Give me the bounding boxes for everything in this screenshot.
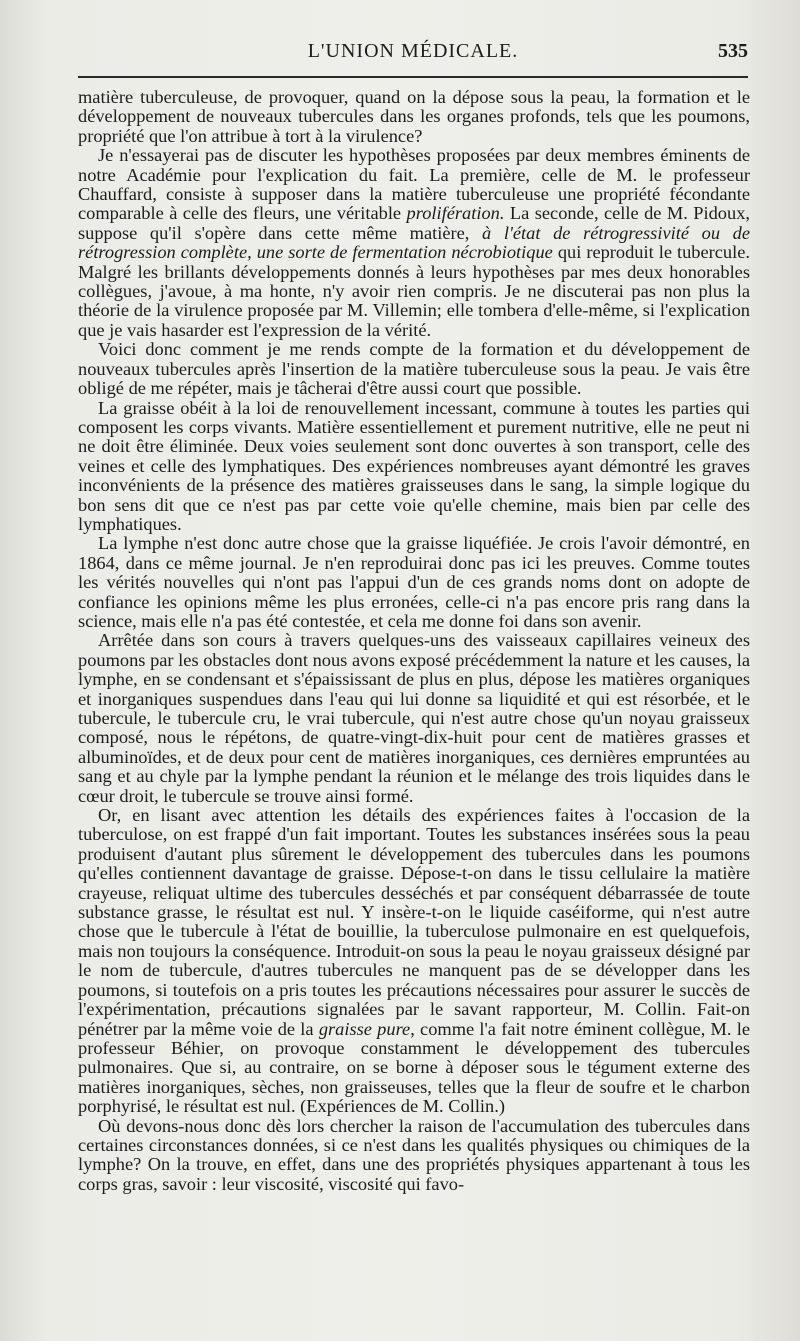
- italic-term: graisse pure: [318, 1018, 411, 1039]
- paragraph-graisse: [78, 399, 750, 535]
- paragraph-hypotheses: [78, 146, 750, 340]
- italic-term: prolifération.: [406, 203, 505, 224]
- header-rule: [78, 76, 748, 78]
- paragraph-viscosite: [78, 1117, 750, 1195]
- paragraph-text: La seconde, celle de M. Pidoux, suppose qu'il s'opère dans cette même matière,: [78, 203, 750, 243]
- running-header: [78, 40, 748, 70]
- paragraph-text: La graisse obéit à la loi de renouvellement incessant, commune à toutes les parties qui composent les corps vivants. Matière essentiellement et purement nutritive, elle ne peut ni ne doit être éliminée. Deux voies seulement sont donc ouvertes à son transport, celle des veines et celle des lymphatiques. Des expériences nombreuses ayant démontré les graves inconvénients de la présence des matières graisseuses dans le sang, la simple logique du bon sens dit que ce n'est pas par cette voie qu'elle chemine, mais bien par celle des lymphatiques.: [78, 397, 750, 534]
- paragraph-lymphe: [78, 534, 750, 631]
- paragraph-text: matière tuberculeuse, de provoquer, quand on la dépose sous la peau, la formation et le développement de nouveaux tubercules dans les organes profonds, tels que les poumons, propriété que l'on attribue à tort à la virulence?: [78, 87, 750, 146]
- italic-phrase: à l'état de rétrogressivité ou de rétrogression complète, une sorte de fermentation nécrobiotique: [78, 222, 750, 263]
- paragraph-continuation: [78, 88, 750, 146]
- paragraph-text: Où devons-nous donc dès lors chercher la raison de l'accumulation des tubercules dans certaines circonstances données, si ce n'est dans les qualités physiques ou chimiques de la lymphe? On la trouve, en effet, dans une des propriétés physiques appartenant à tous les corps gras, savoir : leur viscosité, viscosité qui favo-: [78, 1115, 750, 1194]
- page-number: 535: [718, 40, 748, 62]
- article-body: [78, 88, 750, 1194]
- paragraph-text: qui reproduit le tubercule. Malgré les brillants développements donnés à leurs hypothèses par mes deux honorables collègues, j'avoue, à ma honte, n'y avoir rien compris. Je ne discuterai pas non plus la théorie de la virulence proposée par M. Villemin; elle tombera d'elle-même, si l'explication que je vais hasarder est l'expression de la vérité.: [78, 242, 750, 340]
- paragraph-text: , comme l'a fait notre éminent collègue, M. le professeur Béhier, on provoque constamment le développement des tubercules pulmonaires. Que si, au contraire, on se borne à déposer sous le tégument externe des matières inorganiques, sèches, non graisseuses, telles que la fleur de soufre et le charbon porphyrisé, le résultat est nul. (Expériences de M. Collin.): [78, 1018, 750, 1117]
- journal-title: L'UNION MÉDICALE.: [307, 40, 519, 62]
- paragraph-text: Je n'essayerai pas de discuter les hypothèses proposées par deux membres éminents de notre Académie pour l'explication du fait. La première, celle de M. le professeur Chauffard, consiste à supposer dans la matière tuberculeuse une propriété fécondante comparable à celle des fleurs, une véritable: [78, 145, 750, 224]
- paragraph-explanation: [78, 340, 750, 398]
- paragraph-text: La lymphe n'est donc autre chose que la graisse liquéfiée. Je crois l'avoir démontré, en 1864, dans ce même journal. Je n'en reproduirai donc pas ici les preuves. Comme toutes les vérités nouvelles qui n'ont pas l'appui d'un de ces grands noms dont on adopte de confiance les opinions même les plus erronées, celle-ci n'a pas encore pris rang dans la science, mais elle n'a pas été contestée, et cela me donne foi dans son avenir.: [78, 533, 750, 631]
- paragraph-tubercule-formation: [78, 631, 750, 806]
- paragraph-text: Arrêtée dans son cours à travers quelques-uns des vaisseaux capillaires veineux des poumons par les obstacles dont nous avons exposé précédemment la nature et les causes, la lymphe, en se condensant et s'épaississant de plus en plus, dépose les matières organiques et inorganiques suspendues dans l'eau qui lui donne sa liquidité et qui est résorbée, et le tubercule, le tubercule cru, le vrai tubercule, qui n'est autre chose qu'un noyau graisseux composé, nous le répétons, de quatre-vingt-dix-huit pour cent de matières grasses et albuminoïdes, et de deux pour cent de matières inorganiques, ces dernières empruntées au sang et au chyle par la lymphe pendant la réunion et le mélange des trois liquides dans le cœur droit, le tubercule se trouve ainsi formé.: [78, 630, 750, 806]
- paragraph-experiences: [78, 806, 750, 1117]
- paragraph-text: Voici donc comment je me rends compte de la formation et du développement de nouveaux tubercules après l'insertion de la matière tuberculeuse sous la peau. Je vais être obligé de me répéter, mais je tâcherai d'être aussi court que possible.: [78, 339, 750, 399]
- paragraph-text: Or, en lisant avec attention les détails des expériences faites à l'occasion de la tuberculose, on est frappé d'un fait important. Toutes les substances insérées sous la peau produisent d'autant plus sûrement le développement des tubercules dans les poumons qu'elles contiennent davantage de graisse. Dépose-t-on dans le tissu cellulaire la matière crayeuse, reliquat ultime des tubercules desséchés et par conséquent débarrassée de toute substance grasse, le résultat est nul. Y insère-t-on le liquide caséiforme, qui n'est autre chose que le tubercule à l'état de bouillie, la tuberculose pulmonaire en est quelquefois, mais non toujours la conséquence. Introduit-on sous la peau le noyau graisseux désigné par le nom de tubercule, d'autres tubercules ne manquent pas de se développer dans les poumons, si toutefois on a pris toutes les précautions nécessaires pour assurer le succès de l'expérimentation, précautions signalées par le savant rapporteur, M. Collin. Fait-on pénétrer par la même voie de la: [78, 805, 750, 1039]
